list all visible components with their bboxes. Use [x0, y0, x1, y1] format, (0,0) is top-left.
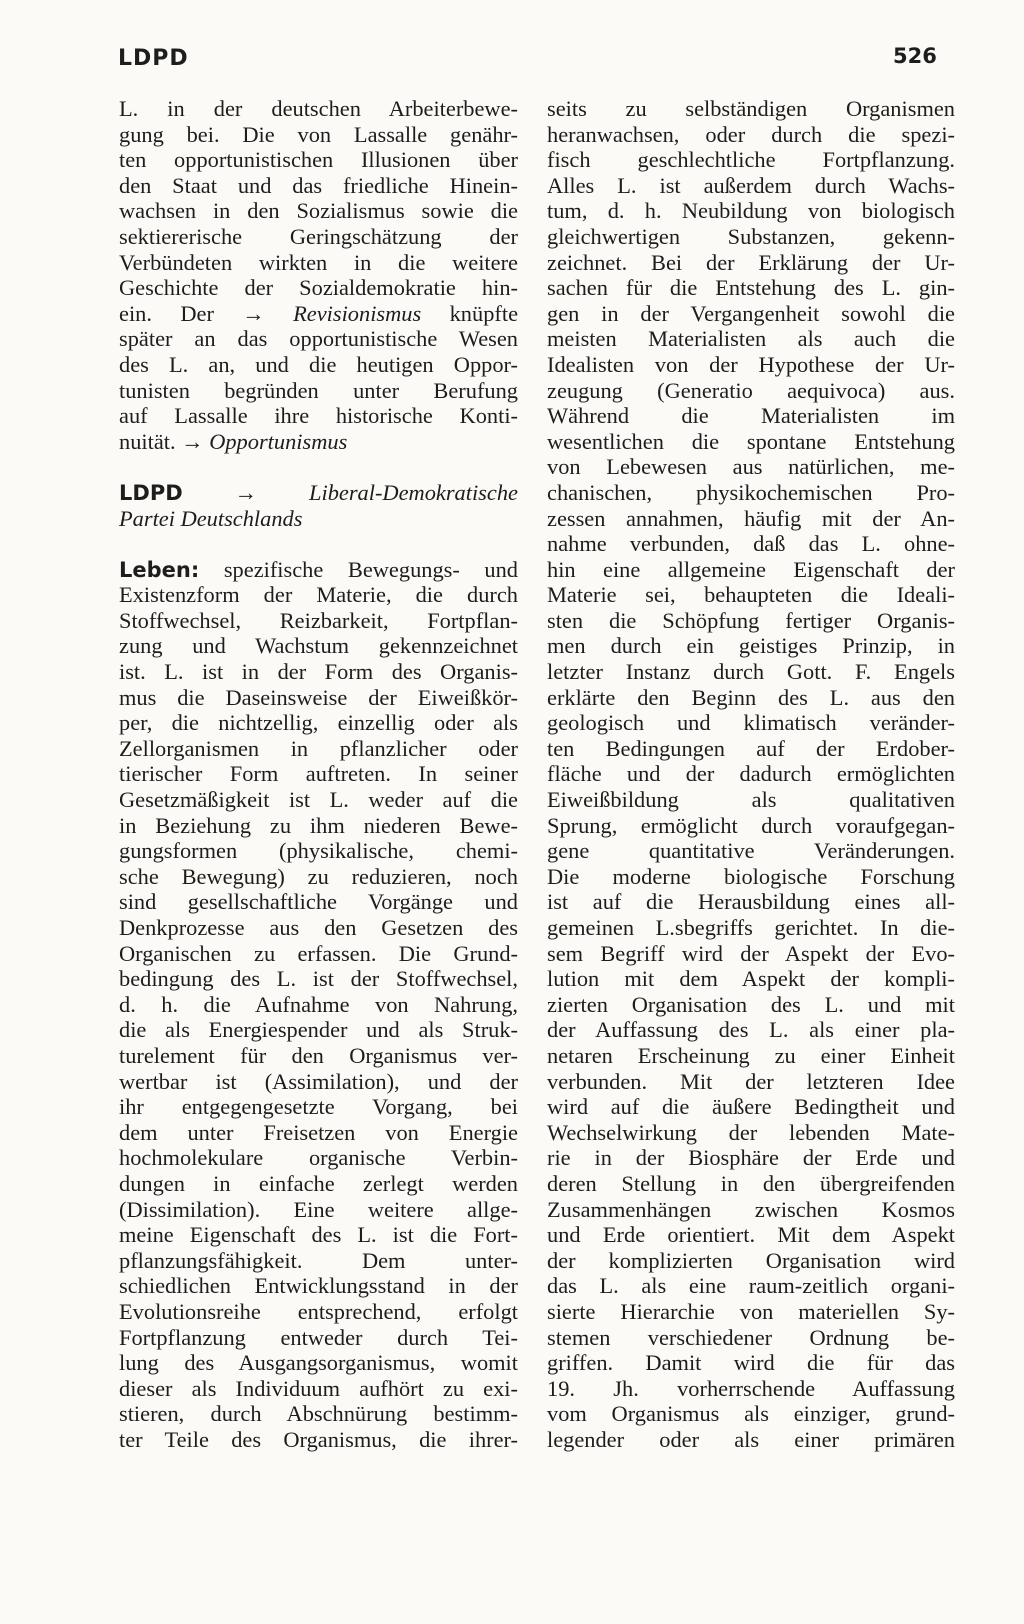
text-line: zessen annahmen, häufig mit der An-	[547, 505, 955, 531]
text-line: sem Begriff wird der Aspekt der Evo-	[547, 940, 955, 966]
text-line: Eiweißbildung als qualitativen	[547, 787, 955, 813]
text-line: zierten Organisation des L. und mit	[547, 991, 955, 1017]
text-line: vom Organismus als einziger, grund-	[547, 1401, 955, 1427]
text-line: sektiererische Geringschätzung der	[119, 223, 518, 249]
cross-reference: Partei Deutschlands	[119, 505, 303, 531]
text-line: turelement für den Organismus ver-	[119, 1042, 518, 1068]
text-line: gungsformen (physikalische, chemi-	[119, 838, 518, 864]
page-number: 526	[893, 44, 937, 68]
text-line: Fortpflanzung entweder durch Tei-	[119, 1324, 518, 1350]
text-line: Alles L. ist außerdem durch Wachs-	[547, 172, 955, 198]
text-line: stieren, durch Abschnürung bestimm-	[119, 1401, 518, 1427]
text-line: tum, d. h. Neubildung von biologisch	[547, 198, 955, 224]
text-line: gleichwertigen Substanzen, gekenn-	[547, 223, 955, 249]
headword: LDPD	[119, 480, 183, 505]
left-column	[119, 96, 518, 1452]
text-line: ist auf die Herausbildung eines all-	[547, 889, 955, 915]
text-line: legender oder als einer primären	[547, 1426, 955, 1452]
text-line: den Staat und das friedliche Hinein-	[119, 172, 518, 198]
text-line: netaren Erscheinung zu einer Einheit	[547, 1042, 955, 1068]
text-line: Materie sei, behaupteten die Ideali-	[547, 582, 955, 608]
text-line: hochmolekulare organische Verbin-	[119, 1145, 518, 1171]
text-line: geologisch und klimatisch veränder-	[547, 710, 955, 736]
text-line: sche Bewegung) zu reduzieren, noch	[119, 863, 518, 889]
text-line: ihr entgegengesetzte Vorgang, bei	[119, 1094, 518, 1120]
text-line: ten Bedingungen auf der Erdober-	[547, 735, 955, 761]
text-line: wertbar ist (Assimilation), und der	[119, 1068, 518, 1094]
text-line: wird auf die äußere Bedingtheit und	[547, 1094, 955, 1120]
text-line: zeichnet. Bei der Erklärung der Ur-	[547, 249, 955, 275]
text-line: men durch ein geistiges Prinzip, in	[547, 633, 955, 659]
text-line: 19. Jh. vorherrschende Auffassung	[547, 1375, 955, 1401]
text-line: in Beziehung zu ihm niederen Bewe-	[119, 812, 518, 838]
text-line: ein. Der → Revisionismus knüpfte	[119, 300, 519, 326]
text-line: dem unter Freisetzen von Energie	[119, 1119, 518, 1145]
text-line: das L. als eine raum-zeitlich organi-	[547, 1273, 955, 1299]
text-line: gemeinen L.sbegriffs gerichtet. In die-	[547, 915, 955, 940]
text-line: meisten Materialisten als auch die	[547, 326, 955, 352]
right-column	[547, 96, 955, 1452]
entry-leben-continuation	[547, 96, 955, 1452]
text-line: schiedlichen Entwicklungsstand in der	[119, 1273, 518, 1299]
text-line: d. h. die Aufnahme von Nahrung,	[119, 991, 518, 1017]
text-line: Stoffwechsel, Reizbarkeit, Fortpflan-	[119, 607, 518, 633]
text-line: meine Eigenschaft des L. ist die Fort-	[119, 1222, 518, 1248]
text-line: mus die Daseinsweise der Eiweißkör-	[119, 684, 518, 710]
text-line: nahme verbunden, daß das L. ohne-	[547, 531, 955, 557]
headword: Leben:	[119, 557, 200, 582]
text-line: nuität. → Opportunismus	[119, 428, 348, 454]
entry-lassalleanismus-continuation	[119, 96, 518, 301]
text-line: Wechselwirkung der lebenden Mate-	[547, 1119, 955, 1145]
text-line: ten opportunistischen Illusionen über	[119, 147, 518, 173]
text-line: fläche und der dadurch ermöglichten	[547, 761, 955, 787]
cross-reference: Revisionismus	[293, 300, 422, 326]
text-line: stemen verschiedener Ordnung be-	[547, 1324, 955, 1350]
text-line: Denkprozesse aus den Gesetzen des	[119, 915, 518, 940]
text-line: der Auffassung des L. als einer pla-	[547, 1017, 955, 1043]
text-line: auf Lassalle ihre historische Konti-	[119, 403, 518, 429]
text-line: dieser als Individuum aufhört zu exi-	[119, 1375, 518, 1401]
text-line: Während die Materialisten im	[547, 403, 955, 429]
text-line: hin eine allgemeine Eigenschaft der	[547, 556, 955, 582]
text-line: Evolutionsreihe entsprechend, erfolgt	[119, 1298, 518, 1324]
text-line: der komplizierten Organisation wird	[547, 1247, 955, 1273]
text-line: erklärte den Beginn des L. aus den	[547, 684, 955, 710]
text-line: tunisten begründen unter Berufung	[119, 377, 518, 403]
text-line: tierischer Form auftreten. In seiner	[119, 761, 518, 787]
text-line	[119, 480, 518, 506]
text-line: deren Stellung in den übergreifenden	[547, 1170, 955, 1196]
text-line: gene quantitative Veränderungen.	[547, 838, 955, 864]
text-line: sierte Hierarchie von materiellen Sy-	[547, 1298, 955, 1324]
text-line: lung des Ausgangsorganismus, womit	[119, 1350, 518, 1376]
text-line: sachen für die Entstehung des L. gin-	[547, 275, 955, 301]
text-line: Sprung, ermöglicht durch voraufgegan-	[547, 812, 955, 838]
text-line: Geschichte der Sozialdemokratie hin-	[119, 275, 518, 301]
text-line: ter Teile des Organismus, die ihrer-	[119, 1426, 518, 1452]
text-line: sten die Schöpfung fertiger Organis-	[547, 607, 955, 633]
text-line: wesentlichen die spontane Entstehung	[547, 428, 955, 454]
text-line: L. in der deutschen Arbeiterbewe-	[119, 96, 518, 121]
text-line: per, die nichtzellig, einzellig oder als	[119, 710, 518, 736]
text-line: zeugung (Generatio aequivoca) aus.	[547, 377, 955, 403]
cross-reference: Liberal-Demokratische	[309, 479, 518, 505]
text-line	[119, 506, 518, 532]
running-head: LDPD	[118, 46, 189, 71]
text-line: verbunden. Mit der letzteren Idee	[547, 1068, 955, 1094]
text-line: Organischen zu erfassen. Die Grund-	[119, 940, 518, 966]
text-line: später an das opportunistische Wesen	[119, 326, 518, 352]
text-line: gen in der Vergangenheit sowohl die	[547, 300, 955, 326]
cross-reference: Opportunismus	[209, 428, 348, 454]
text-line: (Dissimilation). Eine weitere allge-	[119, 1196, 518, 1222]
text-line: zung und Wachstum gekennzeichnet	[119, 633, 518, 659]
text-line: Leben: spezifische Bewegungs- und	[119, 556, 518, 582]
text-line: und Erde orientiert. Mit dem Aspekt	[547, 1222, 955, 1248]
text-line: sind gesellschaftliche Vorgänge und	[119, 889, 518, 915]
text-line: seits zu selbständigen Organismen	[547, 96, 955, 121]
text-line: letzter Instanz durch Gott. F. Engels	[547, 659, 955, 685]
text-line: Gesetzmäßigkeit ist L. weder auf die	[119, 787, 518, 813]
text-line: von Lebewesen aus natürlichen, me-	[547, 454, 955, 480]
text-line: Zellorganismen in pflanzlicher oder	[119, 735, 518, 761]
text-line: heranwachsen, oder durch die spezi-	[547, 121, 955, 147]
text-line: des L. an, und die heutigen Oppor-	[119, 351, 518, 377]
text-line: Existenzform der Materie, die durch	[119, 582, 518, 608]
text-line: ist. L. ist in der Form des Organis-	[119, 659, 518, 685]
text-line: bedingung des L. ist der Stoffwechsel,	[119, 966, 518, 992]
text-line: Die moderne biologische Forschung	[547, 863, 955, 889]
text-line: chanischen, physikochemischen Pro-	[547, 479, 955, 505]
entry-ldpd	[119, 480, 518, 531]
text-line: lution mit dem Aspekt der kompli-	[547, 966, 955, 992]
entry-leben	[119, 557, 518, 1453]
text-line: Idealisten von der Hypothese der Ur-	[547, 351, 955, 377]
text-line: fisch geschlechtliche Fortpflanzung.	[547, 147, 955, 173]
text-line: dungen in einfache zerlegt werden	[119, 1170, 518, 1196]
arrow-icon: →	[234, 479, 258, 505]
text-line: gung bei. Die von Lassalle genähr-	[119, 121, 518, 147]
text-line: die als Energiespender und als Struk-	[119, 1017, 518, 1043]
text-line: griffen. Damit wird die für das	[547, 1350, 955, 1376]
text-line: wachsen in den Sozialismus sowie die	[119, 198, 518, 224]
text-line: Zusammenhängen zwischen Kosmos	[547, 1196, 955, 1222]
text-line: rie in der Biosphäre der Erde und	[547, 1145, 955, 1171]
text-line: pflanzungsfähigkeit. Dem unter-	[119, 1247, 518, 1273]
text-line: Verbündeten wirkten in die weitere	[119, 249, 518, 275]
